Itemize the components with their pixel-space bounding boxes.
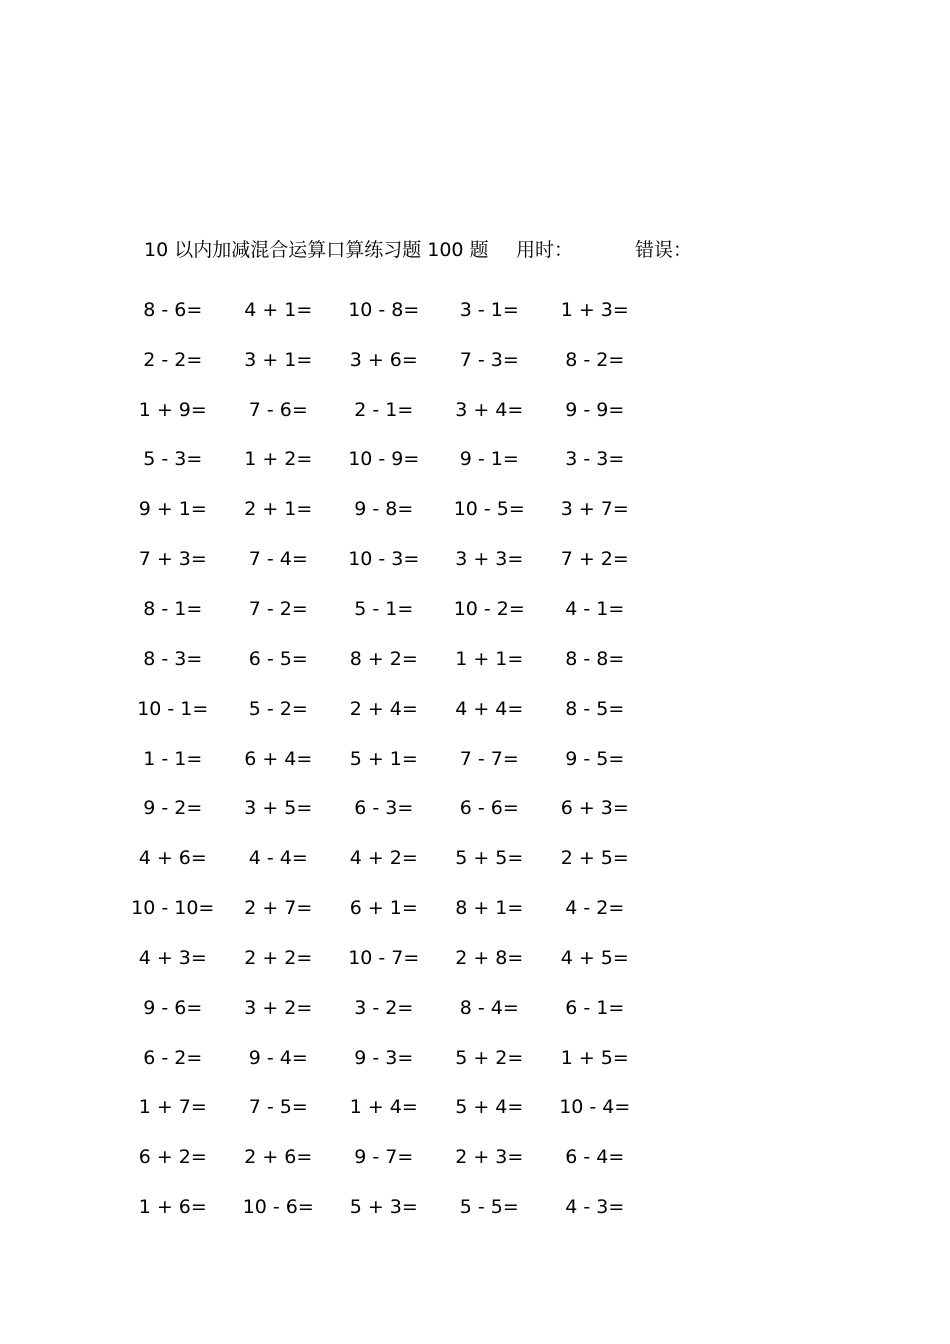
problem-item: 8 - 6= bbox=[143, 298, 203, 321]
problem-item: 3 + 1= bbox=[244, 348, 313, 371]
problem-item: 8 - 5= bbox=[565, 697, 625, 720]
problem-item: 1 + 1= bbox=[455, 647, 524, 670]
problem-item: 10 - 5= bbox=[453, 498, 525, 521]
problem-item: 4 - 4= bbox=[248, 847, 308, 870]
problem-item: 5 + 4= bbox=[455, 1096, 524, 1119]
problem-item: 9 - 5= bbox=[565, 747, 625, 770]
problem-row bbox=[120, 734, 680, 784]
problem-item: 8 - 2= bbox=[565, 348, 625, 371]
problem-item: 2 + 4= bbox=[349, 697, 418, 720]
problem-item: 7 - 2= bbox=[248, 597, 308, 620]
problem-row bbox=[120, 1182, 680, 1232]
problem-row bbox=[120, 534, 680, 584]
problem-item: 9 - 9= bbox=[565, 398, 625, 421]
problem-item: 4 + 1= bbox=[244, 298, 313, 321]
problem-row bbox=[120, 435, 680, 485]
time-used-label: 用时： bbox=[516, 239, 574, 261]
problem-item: 6 - 4= bbox=[565, 1146, 625, 1169]
problem-item: 7 - 7= bbox=[459, 747, 519, 770]
problem-item: 9 - 2= bbox=[143, 797, 203, 820]
problem-row bbox=[120, 1033, 680, 1083]
problem-item: 10 - 9= bbox=[348, 448, 420, 471]
problem-item: 5 + 3= bbox=[349, 1196, 418, 1219]
problem-item: 10 - 6= bbox=[242, 1196, 314, 1219]
problem-item: 5 + 1= bbox=[349, 747, 418, 770]
problem-item: 2 + 2= bbox=[244, 946, 313, 969]
problem-item: 5 - 1= bbox=[354, 597, 414, 620]
problem-item: 1 + 4= bbox=[349, 1096, 418, 1119]
problem-item: 8 - 3= bbox=[143, 647, 203, 670]
problem-row bbox=[120, 833, 680, 883]
problem-row bbox=[120, 335, 680, 385]
problem-item: 5 - 3= bbox=[143, 448, 203, 471]
problem-item: 4 + 4= bbox=[455, 697, 524, 720]
problem-item: 1 + 2= bbox=[244, 448, 313, 471]
problem-item: 3 - 1= bbox=[459, 298, 519, 321]
problem-item: 6 + 2= bbox=[138, 1146, 207, 1169]
problem-item: 3 + 2= bbox=[244, 996, 313, 1019]
problem-item: 1 - 1= bbox=[143, 747, 203, 770]
problem-item: 3 + 7= bbox=[560, 498, 629, 521]
problem-item: 8 + 2= bbox=[349, 647, 418, 670]
problem-item: 8 + 1= bbox=[455, 897, 524, 920]
problem-row bbox=[120, 783, 680, 833]
problem-item: 1 + 5= bbox=[560, 1046, 629, 1069]
problem-item: 4 - 3= bbox=[565, 1196, 625, 1219]
problem-item: 3 + 5= bbox=[244, 797, 313, 820]
problem-item: 8 - 1= bbox=[143, 597, 203, 620]
problem-item: 10 - 1= bbox=[137, 697, 209, 720]
problem-item: 4 + 5= bbox=[560, 946, 629, 969]
problem-item: 10 - 4= bbox=[559, 1096, 631, 1119]
problem-item: 1 + 3= bbox=[560, 298, 629, 321]
problem-item: 9 - 8= bbox=[354, 498, 414, 521]
problem-item: 6 - 2= bbox=[143, 1046, 203, 1069]
problem-item: 1 + 6= bbox=[138, 1196, 207, 1219]
problem-grid bbox=[120, 285, 680, 1232]
problem-item: 3 - 2= bbox=[354, 996, 414, 1019]
problem-item: 7 - 3= bbox=[459, 348, 519, 371]
problem-item: 4 + 3= bbox=[138, 946, 207, 969]
problem-item: 7 + 2= bbox=[560, 548, 629, 571]
problem-item: 2 + 6= bbox=[244, 1146, 313, 1169]
problem-item: 2 + 3= bbox=[455, 1146, 524, 1169]
problem-item: 2 - 2= bbox=[143, 348, 203, 371]
problem-row bbox=[120, 385, 680, 435]
problem-item: 3 - 3= bbox=[565, 448, 625, 471]
worksheet-header bbox=[144, 236, 844, 264]
problem-item: 6 + 4= bbox=[244, 747, 313, 770]
problem-item: 9 - 4= bbox=[248, 1046, 308, 1069]
problem-item: 5 - 2= bbox=[248, 697, 308, 720]
problem-row bbox=[120, 584, 680, 634]
problem-item: 2 - 1= bbox=[354, 398, 414, 421]
problem-row bbox=[120, 484, 680, 534]
problem-item: 1 + 9= bbox=[138, 398, 207, 421]
problem-item: 3 + 3= bbox=[455, 548, 524, 571]
problem-item: 9 - 3= bbox=[354, 1046, 414, 1069]
problem-row bbox=[120, 1132, 680, 1182]
problem-item: 9 - 6= bbox=[143, 996, 203, 1019]
problem-item: 9 - 1= bbox=[459, 448, 519, 471]
problem-item: 7 + 3= bbox=[138, 548, 207, 571]
problem-row bbox=[120, 1083, 680, 1133]
problem-row bbox=[120, 883, 680, 933]
problem-row bbox=[120, 933, 680, 983]
worksheet-title: 10 以内加减混合运算口算练习题 100 题 bbox=[144, 239, 489, 261]
problem-item: 6 + 1= bbox=[349, 897, 418, 920]
problem-item: 6 - 5= bbox=[248, 647, 308, 670]
problem-item: 6 - 3= bbox=[354, 797, 414, 820]
problem-item: 10 - 10= bbox=[131, 897, 215, 920]
problem-row bbox=[120, 983, 680, 1033]
problem-item: 8 - 8= bbox=[565, 647, 625, 670]
problem-item: 7 - 6= bbox=[248, 398, 308, 421]
problem-item: 4 - 2= bbox=[565, 897, 625, 920]
problem-item: 3 + 6= bbox=[349, 348, 418, 371]
problem-item: 5 + 2= bbox=[455, 1046, 524, 1069]
problem-item: 8 - 4= bbox=[459, 996, 519, 1019]
problem-item: 4 + 6= bbox=[138, 847, 207, 870]
problem-item: 2 + 5= bbox=[560, 847, 629, 870]
problem-item: 9 - 7= bbox=[354, 1146, 414, 1169]
problem-item: 4 - 1= bbox=[565, 597, 625, 620]
problem-item: 6 + 3= bbox=[560, 797, 629, 820]
problem-item: 10 - 8= bbox=[348, 298, 420, 321]
problem-item: 7 - 4= bbox=[248, 548, 308, 571]
problem-row bbox=[120, 634, 680, 684]
problem-item: 6 - 6= bbox=[459, 797, 519, 820]
problem-item: 2 + 8= bbox=[455, 946, 524, 969]
problem-row bbox=[120, 684, 680, 734]
problem-item: 10 - 3= bbox=[348, 548, 420, 571]
problem-row bbox=[120, 285, 680, 335]
problem-item: 5 - 5= bbox=[459, 1196, 519, 1219]
problem-item: 7 - 5= bbox=[248, 1096, 308, 1119]
problem-item: 2 + 1= bbox=[244, 498, 313, 521]
problem-item: 5 + 5= bbox=[455, 847, 524, 870]
problem-item: 3 + 4= bbox=[455, 398, 524, 421]
problem-item: 4 + 2= bbox=[349, 847, 418, 870]
problem-item: 10 - 7= bbox=[348, 946, 420, 969]
error-count-label: 错误： bbox=[635, 239, 693, 261]
problem-item: 2 + 7= bbox=[244, 897, 313, 920]
problem-item: 6 - 1= bbox=[565, 996, 625, 1019]
problem-item: 10 - 2= bbox=[453, 597, 525, 620]
problem-item: 9 + 1= bbox=[138, 498, 207, 521]
problem-item: 1 + 7= bbox=[138, 1096, 207, 1119]
